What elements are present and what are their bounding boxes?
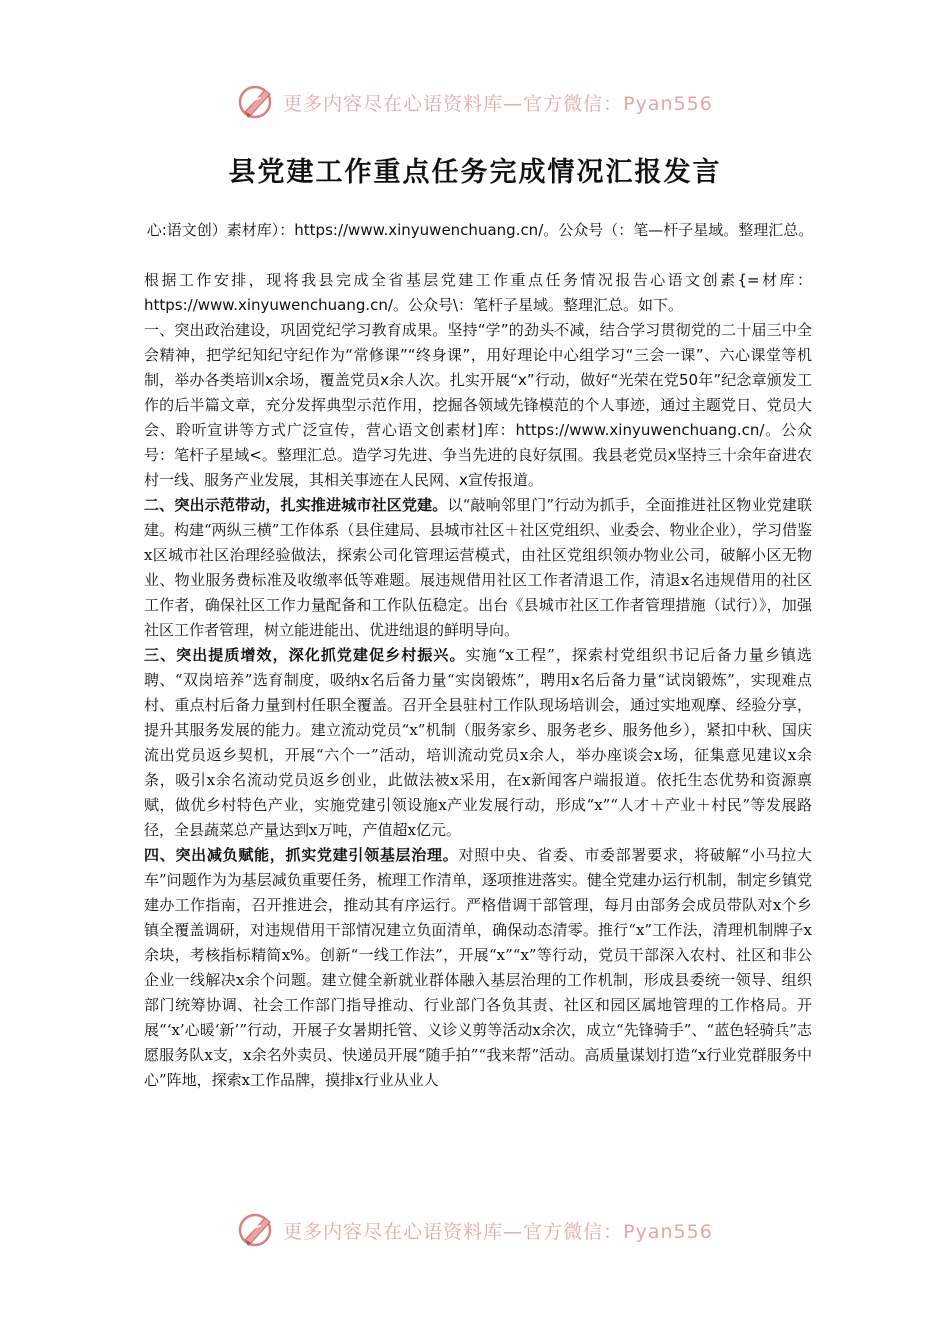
page-title: 县党建工作重点任务完成情况汇报发言: [228, 157, 722, 188]
section-3-body: 实施“x工程”，探索村党组织书记后备力量乡镇选聘、“双岗培养”选育制度，吸纳x名后备力量“实岗锻炼”，聘用x名后备力量“试岗锻炼”，实现难点村、重点村后备力量到村任职全覆盖。召开全县驻村工作队现场培训会，通过实地观摩、经验分享，提升其服务发展的能力。建立流动党员“x”机制（服务家乡、服务老乡、服务他乡），紧扣中秋、国庆流出党员返乡契机，开展“六个一”活动，培训流动党员x余人，举办座谈会x场，征集意见建议x余条，吸引x余名流动党员返乡创业，此做法被x采用，在x新闻客户端报道。依托生态优势和资源禀赋，做优乡村特色产业，实施党建引领设施x产业发展行动，形成“x”“人才＋产业＋村民”等发展路径，全县蔬菜总产量达到x万吨，产值超x亿元。: [144, 646, 812, 839]
section-2-body: 以“敲响邻里门”行动为抓手，全面推进社区物业党建联建。构建“两纵三横”工作体系（县住建局、县城市社区＋社区党组织、业委会、物业企业），学习借鉴x区城市社区治理经验做法，探索公司化管理运营模式，由社区党组织领办物业公司，破解小区无物业、物业服务费标准及收缴率低等难题。展违规借用社区工作者清退工作，清退x名违规借用的社区工作者，确保社区工作力量配备和工作队伍稳定。出台《县城市社区工作者管理措施（试行）》，加强社区工作者管理，树立能进能出、优进绌退的鲜明导向。: [144, 496, 812, 639]
source-line: 心:语文创）素材库）：https://www.xinyuwenchuang.cn/。公众号（：笔—杆子星域。整理汇总。: [146, 221, 814, 239]
document-body: [144, 268, 812, 1093]
section-4-body: 对照中央、省委、市委部署要求，将破解“小马拉大车”问题作为为基层减负重要任务，梳理工作清单，逐项推进落实。健全党建办运行机制，制定乡镇党建办工作指南，召开推进会，推动其有序运行。严格借调干部管理，每月由部务会成员带队对x个乡镇全覆盖调研，对违规借用干部情况建立负面清单，确保动态清零。推行“x”工作法，清理机制牌子x余块，考核指标精简x%。创新“一线工作法”，开展“x”“x”等行动，党员干部深入农村、社区和非公企业一线解决x余个问题。建立健全新就业群体融入基层治理的工作机制，形成县委统一领导、组织部门统筹协调、社会工作部门指导推动、行业部门各负其责、社区和园区属地管理的工作格局。开展“‘x’心暖‘新’”行动，开展子女暑期托管、义诊义剪等活动x余次，成立“先锋骑手”、“蓝色轻骑兵”志愿服务队x支，x余名外卖员、快递员开展“随手拍”“我来帮”活动。高质量谋划打造“x行业党群服务中心”阵地，探索x工作品牌，摸排x行业从业人: [144, 846, 812, 1089]
section-3-heading: 三、突出提质增效，深化抓党建促乡村振兴。: [144, 646, 466, 664]
section-3-paragraph: [144, 643, 812, 843]
banner-text: 更多内容尽在心语资料库—官方微信：Pyan556: [283, 1220, 713, 1243]
footer-banner: [0, 1208, 950, 1252]
section-2-heading: 二、突出示范带动，扎实推进城市社区党建。: [144, 496, 448, 514]
section-4-heading: 四、突出减负赋能，抓实党建引领基层治理。: [144, 846, 459, 864]
section-2-paragraph: [144, 493, 812, 643]
pen-logo-icon: [237, 1210, 277, 1250]
header-banner: [0, 80, 950, 124]
intro-paragraph: 根据工作安排，现将我县完成全省基层党建工作重点任务情况报告心语文创素{=材库：https://www.xinyuwenchuang.cn/。公众号\：笔杆子星域。整理汇总。如下。: [144, 271, 812, 314]
pen-logo-icon: [237, 82, 277, 122]
section-1-paragraph: 一、突出政治建设，巩固党纪学习教育成果。坚持“学”的劲头不减，结合学习贯彻党的二十届三中全会精神，把学纪知纪守纪作为“常修课”“终身课”，用好理论中心组学习“三会一课”、六心课堂等机制，举办各类培训x余场，覆盖党员x余人次。扎实开展“x”行动，做好“光荣在党50年”纪念章颁发工作的后半篇文章，充分发挥典型示范作用，挖掘各领域先锋模范的个人事迹，通过主题党日、党员大会、聆听宣讲等方式广泛宣传，营心语文创素材]库：https://www.xinyuwenchuang.cn/。公众号：笔杆子星域<。整理汇总。造学习先进、争当先进的良好氛围。我县老党员x坚持三十余年奋进农村一线、服务产业发展，其相关事迹在人民网、x宣传报道。: [144, 321, 812, 489]
section-4-paragraph: [144, 843, 812, 1093]
banner-text: 更多内容尽在心语资料库—官方微信：Pyan556: [283, 92, 713, 115]
